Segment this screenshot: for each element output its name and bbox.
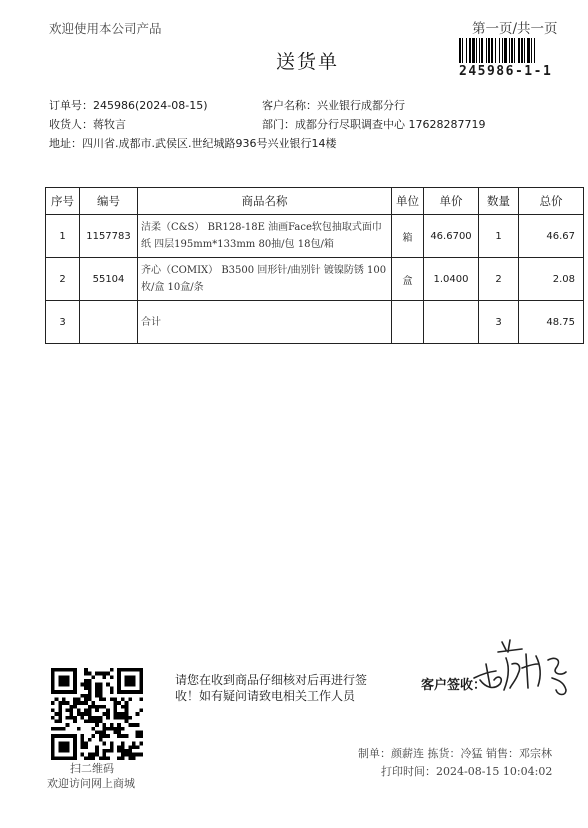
print-time: 打印时间：2024-08-15 10:04:02	[381, 765, 553, 778]
table-header-row	[46, 188, 584, 215]
row-quantity: 1	[479, 215, 519, 258]
column-header: 单价	[424, 188, 479, 215]
row-product-name: 合计	[138, 301, 392, 344]
row-code	[80, 301, 138, 344]
barcode-bar	[518, 38, 520, 63]
qr-caption: 扫二维码	[70, 762, 114, 775]
barcode-bar	[504, 38, 507, 63]
barcode-bar	[499, 38, 500, 63]
barcode-bar	[459, 38, 461, 63]
customer-sign-label: 客户签收：	[421, 678, 487, 693]
row-unit: 盒	[392, 258, 424, 301]
barcode-bar	[491, 38, 493, 63]
row-product-name: 洁柔（C&S） BR128-18E 油画Face软包抽取式面巾纸 四层195mm*133mm 80抽/包 18包/箱	[138, 215, 392, 258]
delivery-items-table	[45, 187, 584, 344]
barcode-bar	[509, 38, 510, 63]
document-title: 送货单	[276, 51, 340, 73]
barcode-bar	[511, 38, 513, 63]
row-quantity: 2	[479, 258, 519, 301]
barcode-bar	[462, 38, 463, 63]
barcode-bar	[495, 38, 496, 63]
column-header: 总价	[519, 188, 584, 215]
order-number: 订单号：245986(2024-08-15)	[49, 99, 208, 112]
table-row	[46, 215, 584, 258]
receipt-notice-line2: 收！如有疑问请致电相关工作人员	[175, 689, 356, 703]
row-product-name: 齐心（COMIX） B3500 回形针/曲别针 镀镍防锈 100枚/盒 10盒/条	[138, 258, 392, 301]
column-header: 商品名称	[138, 188, 392, 215]
barcode-bar	[469, 38, 471, 63]
barcode-bar	[486, 38, 487, 63]
address: 地址：四川省.成都市.武侯区.世纪城路936号兴业银行14楼	[49, 137, 337, 150]
barcode-bar	[521, 38, 523, 63]
row-total: 46.67	[519, 215, 584, 258]
recipient: 收货人：蒋牧言	[49, 118, 126, 131]
barcode-bar	[531, 38, 532, 63]
row-code: 1157783	[80, 215, 138, 258]
row-unit	[392, 301, 424, 344]
page-info: 第一页/共一页	[472, 21, 558, 37]
row-unit-price	[424, 301, 479, 344]
receipt-notice-line1: 请您在收到商品仔细核对后再进行签	[175, 673, 368, 687]
row-total: 2.08	[519, 258, 584, 301]
table-row	[46, 258, 584, 301]
barcode-bar	[502, 38, 503, 63]
barcode-bar	[476, 38, 477, 63]
barcode-bar	[479, 38, 480, 63]
barcode-bar	[466, 38, 467, 63]
barcode-bar	[527, 38, 530, 63]
row-unit: 箱	[392, 215, 424, 258]
barcode-number: 245986-1-1	[459, 64, 553, 79]
department: 部门：成都分行尽职调查中心 17628287719	[262, 118, 486, 131]
row-unit-price: 46.6700	[424, 215, 479, 258]
row-total: 48.75	[519, 301, 584, 344]
row-code: 55104	[80, 258, 138, 301]
barcode	[459, 38, 581, 63]
staff-info: 制单：颜薪连 拣货：冷猛 销售：邓宗林	[358, 747, 552, 760]
barcode-bar	[472, 38, 475, 63]
customer-name: 客户名称：兴业银行成都分行	[262, 99, 405, 112]
column-header: 数量	[479, 188, 519, 215]
barcode-bar	[534, 38, 535, 63]
handwritten-signature	[466, 634, 578, 706]
table-row-summary	[46, 301, 584, 344]
column-header: 序号	[46, 188, 80, 215]
column-header: 单位	[392, 188, 424, 215]
qr-code	[51, 668, 143, 760]
row-seq: 1	[46, 215, 80, 258]
qr-caption-mall: 欢迎访问网上商城	[47, 777, 135, 790]
row-seq: 3	[46, 301, 80, 344]
barcode-bar	[524, 38, 525, 63]
barcode-bar	[488, 38, 490, 63]
column-header: 编号	[80, 188, 138, 215]
barcode-bar	[514, 38, 515, 63]
row-seq: 2	[46, 258, 80, 301]
row-unit-price: 1.0400	[424, 258, 479, 301]
welcome-text: 欢迎使用本公司产品	[49, 21, 162, 36]
row-quantity: 3	[479, 301, 519, 344]
barcode-bar	[481, 38, 483, 63]
